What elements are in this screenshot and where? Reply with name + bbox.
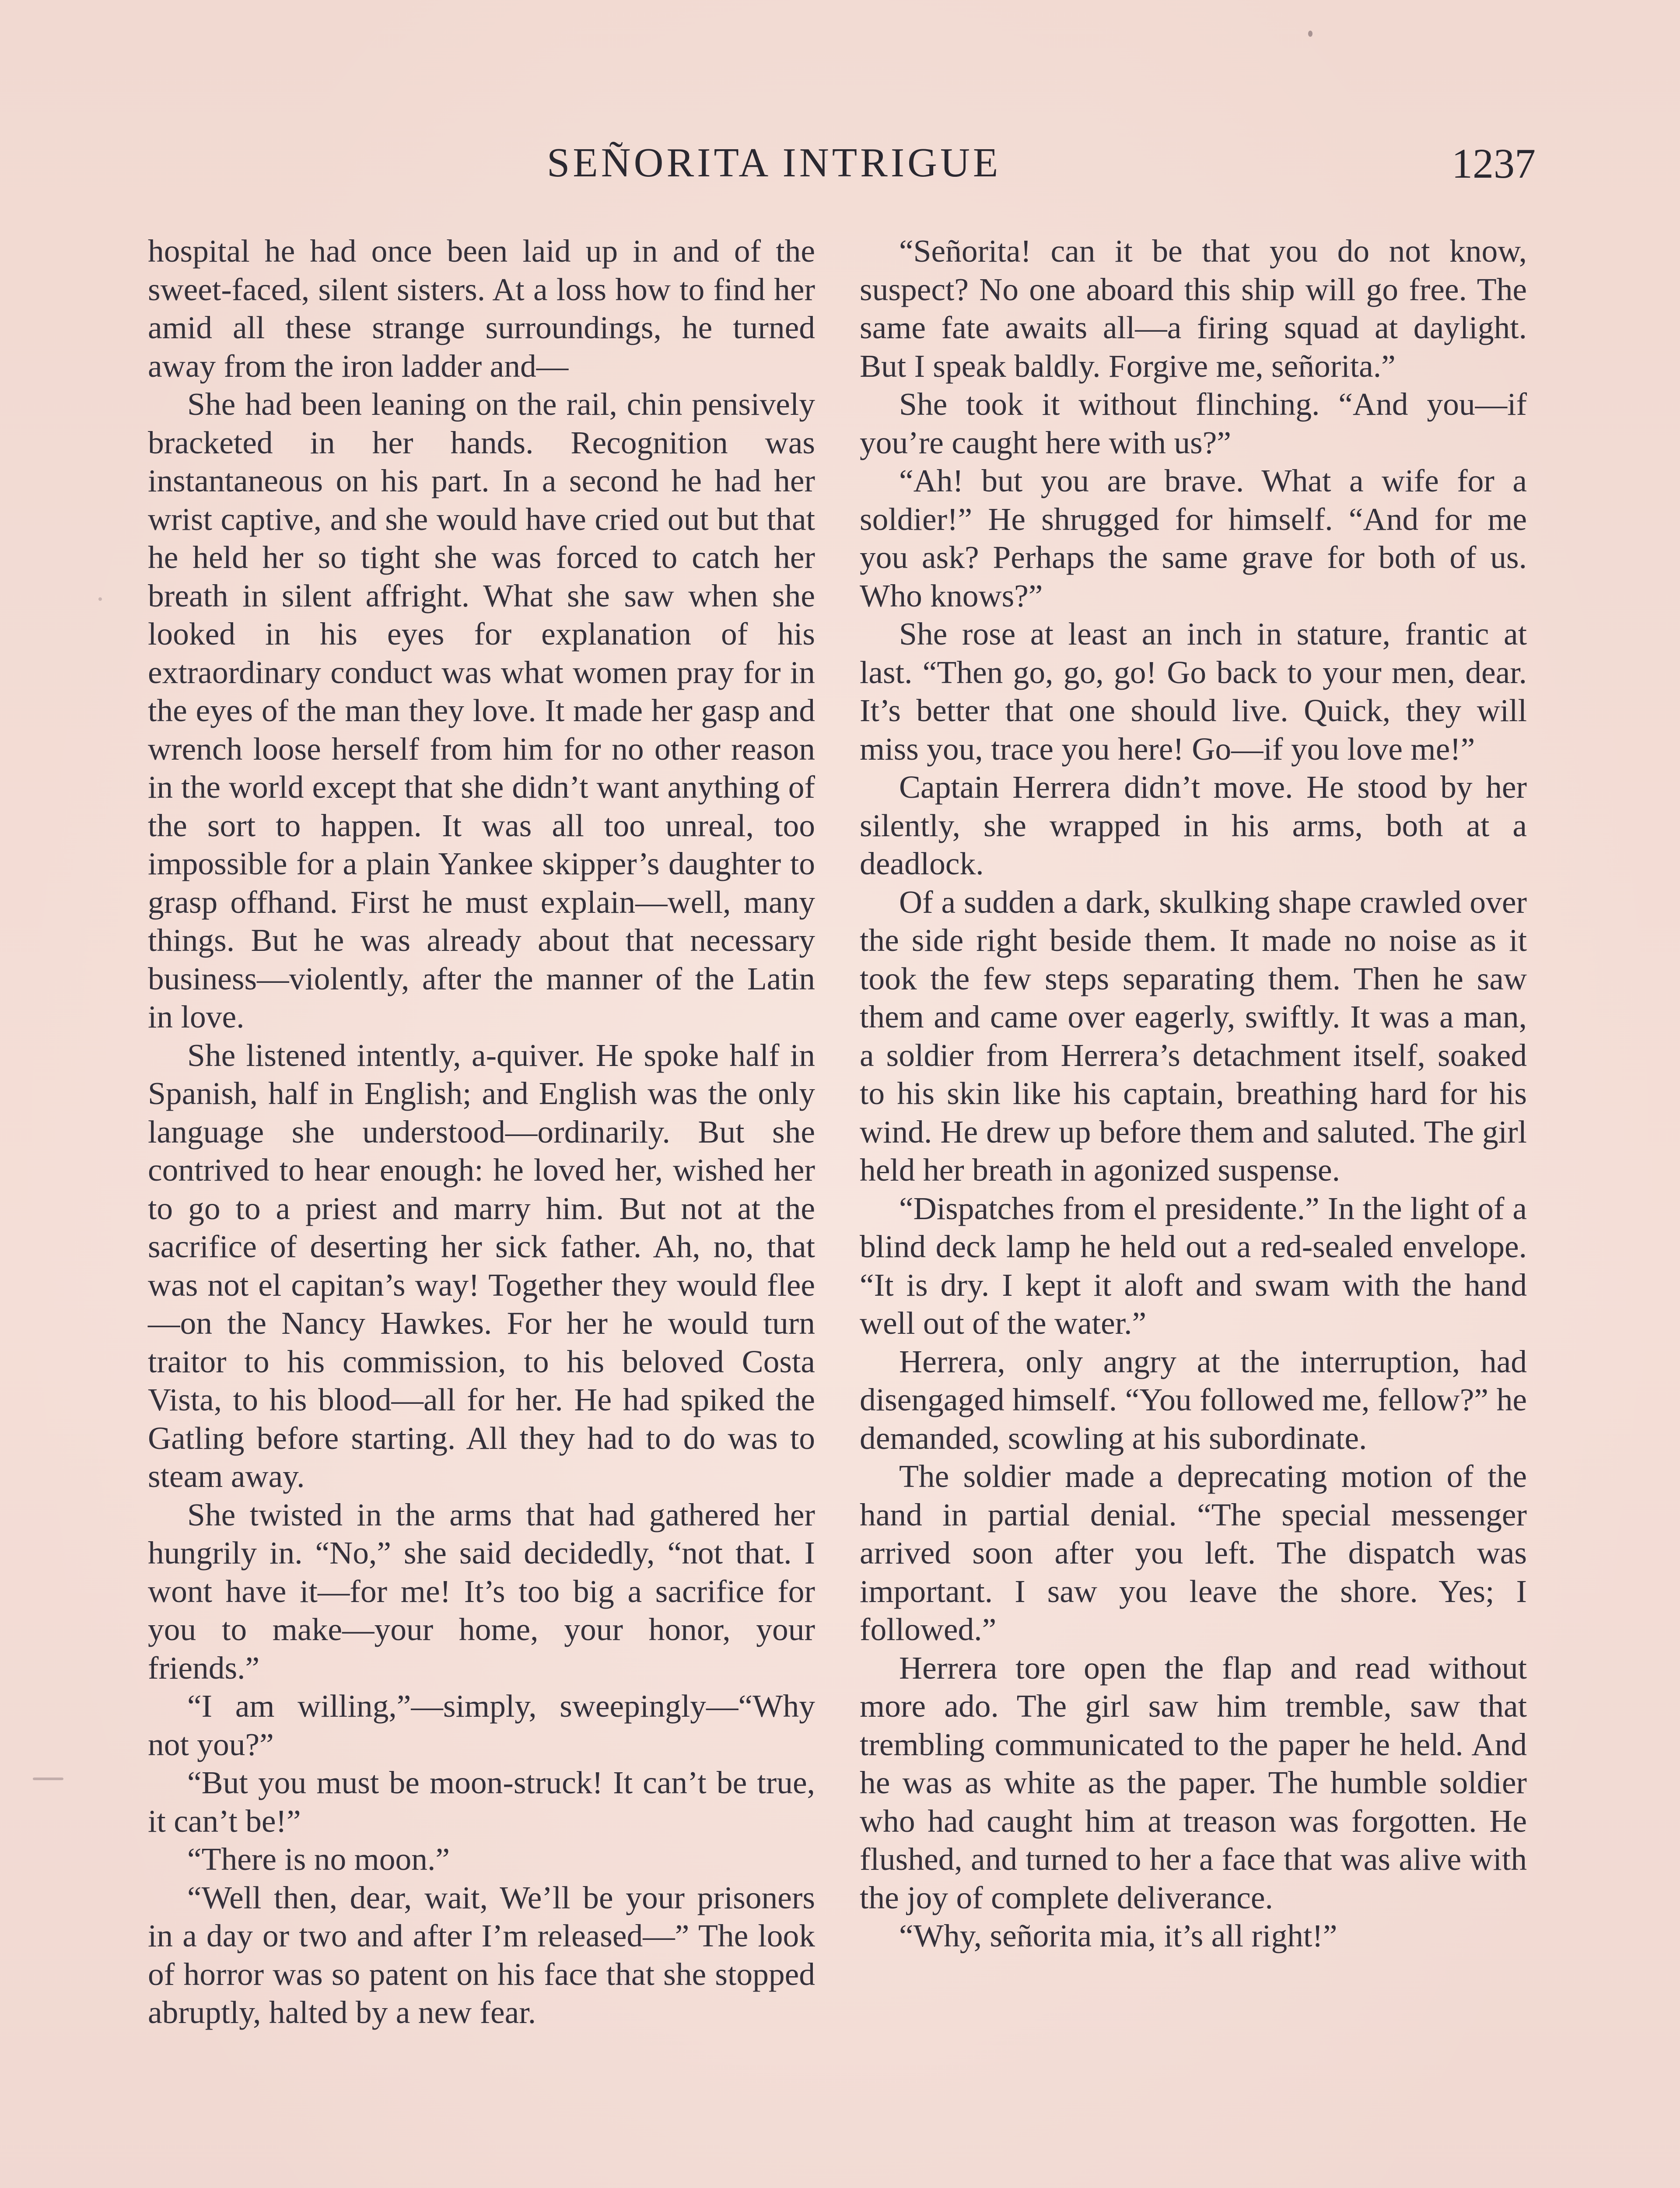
paragraph: “Señorita! can it be that you do not know, suspect? No one aboard this ship will go free. The same fate awaits all—a firing squad at daylight. But I speak baldly. Forgive me, señorita.” — [860, 233, 1527, 384]
right-column — [860, 232, 1527, 1955]
paper-speck — [33, 1778, 63, 1780]
paragraph: “Dispatches from el presidente.” In the light of a blind deck lamp he held out a red-sealed envelope. “It is dry. I kept it aloft and swam with the hand well out of the water.” — [860, 1190, 1527, 1341]
paragraph: “I am willing,”—simply, sweepingly—“Why not you?” — [148, 1688, 815, 1762]
paragraph: She had been leaning on the rail, chin pensively bracketed in her hands. Recognition was instantaneous on his part. In a second he had her wrist captive, and she would have cried out but that he held her so tight she was forced to catch her breath in silent affright. What she saw when she looked in his eyes for explanation of his extraordinary conduct was what women pray for in the eyes of the man they love. It made her gasp and wrench loose herself from him for no other reason in the world except that she didn’t want anything of the sort to happen. It was all too unreal, too impossible for a plain Yankee skipper’s daughter to grasp offhand. First he must explain—well, many things. But he was already about that necessary business—violently, after the manner of the Latin in love. — [148, 386, 815, 1034]
page-number: 1237 — [1452, 140, 1536, 187]
paragraph: She rose at least an inch in stature, frantic at last. “Then go, go, go! Go back to your men, dear. It’s better that one should live. Quick, they will miss you, trace you here! Go—if you love me!” — [860, 616, 1527, 767]
paragraph: Of a sudden a dark, skulking shape crawled over the side right beside them. It made no noise as it took the few steps separating them. Then he saw them and came over eagerly, swiftly. It was a man, a soldier from Herrera’s detachment itself, soaked to his skin like his captain, breathing hard for his wind. He drew up before them and saluted. The girl held her breath in agonized suspense. — [860, 884, 1527, 1188]
paragraph: She took it without flinching. “And you—if you’re caught here with us?” — [860, 386, 1527, 460]
running-head — [144, 139, 1536, 187]
paragraph: She listened intently, a-quiver. He spoke half in Spanish, half in English; and English was the only language she understood—ordinarily. But she contrived to hear enough: he loved her, wished her to go to a priest and marry him. But not at the sacrifice of deserting her sick father. Ah, no, that was not el capitan’s way! Together they would flee—on the Nancy Hawkes. For her he would turn traitor to his commission, to his beloved Costa Vista, to his blood—all for her. He had spiked the Gatling before starting. All they had to do was to steam away. — [148, 1037, 815, 1494]
paragraph: “Well then, dear, wait, We’ll be your prisoners in a day or two and after I’m released—” The look of horror was so patent on his face that she stopped abruptly, halted by a new fear. — [148, 1879, 815, 2030]
running-title: SEÑORITA INTRIGUE — [547, 140, 1001, 186]
paragraph: “There is no moon.” — [187, 1841, 450, 1877]
paragraph: Herrera tore open the flap and read without more ado. The girl saw him tremble, saw that trembling communicated to the paper he held. And he was as white as the paper. The humble soldier who had caught him at treason was forgotten. He flushed, and turned to her a face that was alive with the joy of complete deliverance. — [860, 1650, 1527, 1915]
left-column — [148, 232, 815, 2032]
paragraph: Herrera, only angry at the interruption, had disengaged himself. “You followed me, fellow?” he demanded, scowling at his subordinate. — [860, 1343, 1527, 1456]
paragraph: hospital he had once been laid up in and of the sweet-faced, silent sisters. At a loss how to find her amid all these strange surroundings, he turned away from the iron ladder and— — [148, 233, 815, 384]
paragraph: She twisted in the arms that had gathered her hungrily in. “No,” she said decidedly, “not that. I wont have it—for me! It’s too big a sacrifice for you to make—your home, your honor, your friends.” — [148, 1497, 815, 1686]
paragraph: The soldier made a deprecating motion of the hand in partial denial. “The special messenger arrived soon after you left. The dispatch was important. I saw you leave the shore. Yes; I followed.” — [860, 1459, 1527, 1647]
paragraph: “But you must be moon-struck! It can’t be true, it can’t be!” — [148, 1765, 815, 1839]
paragraph: Captain Herrera didn’t move. He stood by her silently, she wrapped in his arms, both at a deadlock. — [860, 769, 1527, 881]
paragraph: “Ah! but you are brave. What a wife for a soldier!” He shrugged for himself. “And for me you ask? Perhaps the same grave for both of us. Who knows?” — [860, 463, 1527, 614]
paragraph: “Why, señorita mia, it’s all right!” — [899, 1918, 1337, 1953]
paper-speck — [1308, 31, 1312, 37]
paper-speck — [98, 597, 102, 601]
